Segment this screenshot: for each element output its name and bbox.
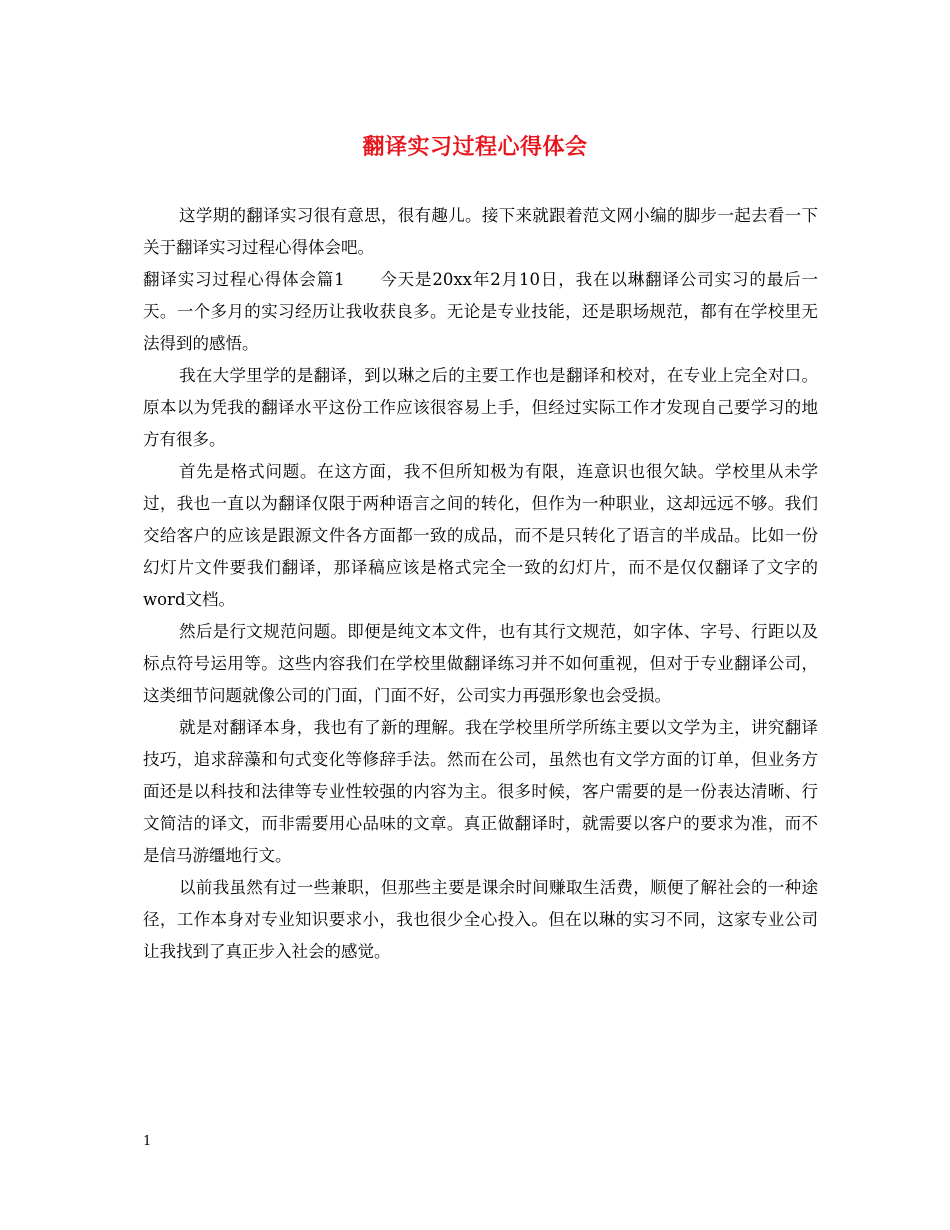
paragraph-style: 然后是行文规范问题。即便是纯文本文件，也有其行文规范，如字体、字号、行距以及标点符号运用等。这些内容我们在学校里做翻译练习并不如何重视，但对于专业翻译公司，这类细节问题就像公司的门面，门面不好，公司实力再强形象也会受损。: [143, 622, 818, 705]
document-body: [143, 200, 818, 968]
page-number: 1: [143, 1134, 152, 1149]
paragraph-understanding: 就是对翻译本身，我也有了新的理解。我在学校里所学所练主要以文学为主，讲究翻译技巧，追求辞藻和句式变化等修辞手法。然而在公司，虽然也有文学方面的订单，但业务方面还是以科技和法律等专业性较强的内容为主。很多时候，客户需要的是一份表达清晰、行文简洁的译文，而非需要用心品味的文章。真正做翻译时，就需要以客户的要求为准，而不是信马游缰地行文。: [143, 718, 818, 865]
paragraph-intro: 这学期的翻译实习很有意思，很有趣儿。接下来就跟着范文网小编的脚步一起去看一下关于翻译实习过程心得体会吧。: [143, 206, 818, 257]
document-title: 翻译实习过程心得体会: [362, 134, 588, 160]
paragraph-major: 我在大学里学的是翻译，到以琳之后的主要工作也是翻译和校对，在专业上完全对口。原本以为凭我的翻译水平这份工作应该很容易上手，但经过实际工作才发现自己要学习的地方有很多。: [143, 366, 818, 449]
paragraph-experience: 以前我虽然有过一些兼职，但那些主要是课余时间赚取生活费，顺便了解社会的一种途径，工作本身对专业知识要求小，我也很少全心投入。但在以琳的实习不同，这家专业公司让我找到了真正步入社会的感觉。: [143, 878, 818, 961]
paragraph-format: 首先是格式问题。在这方面，我不但所知极为有限，连意识也很欠缺。学校里从未学过，我也一直以为翻译仅限于两种语言之间的转化，但作为一种职业，这却远远不够。我们交给客户的应该是跟源文件各方面都一致的成品，而不是只转化了语言的半成品。比如一份幻灯片文件要我们翻译，那译稿应该是格式完全一致的幻灯片，而不是仅仅翻译了文字的word文档。: [143, 462, 818, 609]
paragraph-section-1-opening: 翻译实习过程心得体会篇1 今天是20xx年2月10日，我在以琳翻译公司实习的最后一天。一个多月的实习经历让我收获良多。无论是专业技能，还是职场规范，都有在学校里无法得到的感悟。: [143, 270, 818, 353]
